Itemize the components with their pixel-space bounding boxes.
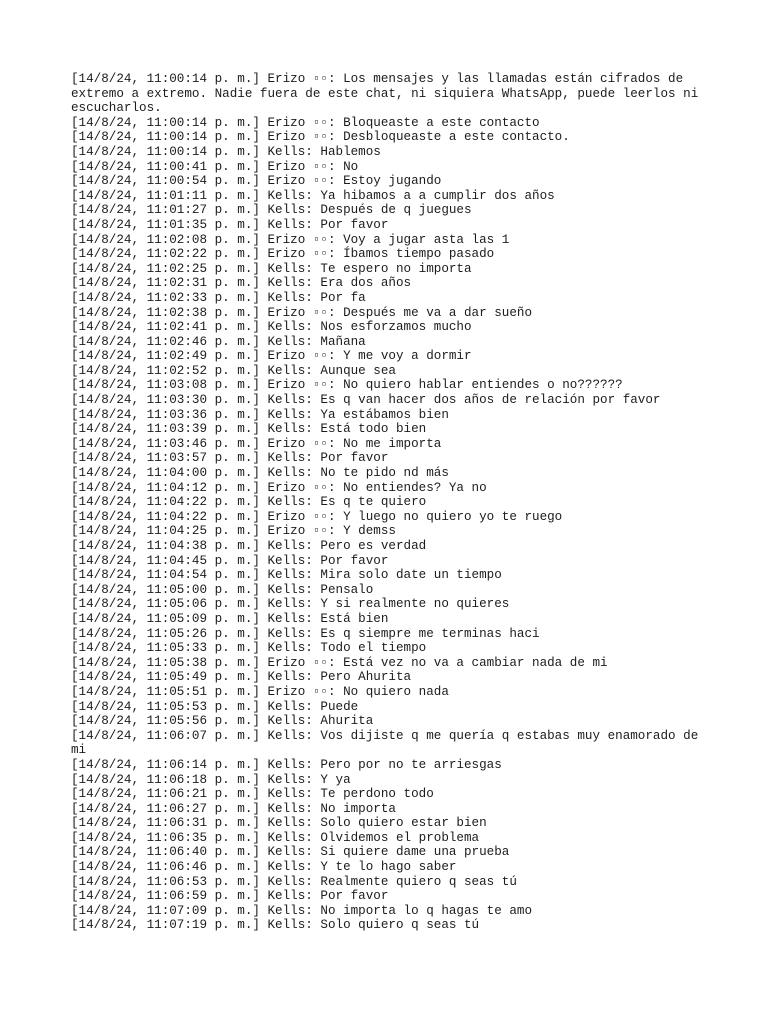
transcript-line: [14/8/24, 11:02:52 p. m.] Kells: Aunque sea bbox=[71, 363, 396, 378]
transcript-line: [14/8/24, 11:05:53 p. m.] Kells: Puede bbox=[71, 699, 359, 714]
transcript-line: [14/8/24, 11:02:08 p. m.] Erizo ▫▫: Voy a jugar asta las 1 bbox=[71, 232, 510, 247]
transcript-line: [14/8/24, 11:01:27 p. m.] Kells: Después de q juegues bbox=[71, 203, 472, 218]
transcript-line: [14/8/24, 11:00:54 p. m.] Erizo ▫▫: Estoy jugando bbox=[71, 174, 442, 189]
transcript-line: [14/8/24, 11:03:30 p. m.] Kells: Es q van hacer dos años de relación por favor bbox=[71, 393, 661, 408]
transcript-line: [14/8/24, 11:02:38 p. m.] Erizo ▫▫: Después me va a dar sueño bbox=[71, 305, 533, 320]
transcript-line: [14/8/24, 11:04:00 p. m.] Kells: No te pido nd más bbox=[71, 466, 449, 481]
transcript-line: [14/8/24, 11:07:19 p. m.] Kells: Solo quiero q seas tú bbox=[71, 918, 480, 933]
transcript-line: [14/8/24, 11:06:27 p. m.] Kells: No importa bbox=[71, 801, 396, 816]
transcript-line: [14/8/24, 11:04:12 p. m.] Erizo ▫▫: No entiendes? Ya no bbox=[71, 480, 487, 495]
transcript-line: [14/8/24, 11:07:09 p. m.] Kells: No importa lo q hagas te amo bbox=[71, 903, 533, 918]
transcript-line: [14/8/24, 11:04:45 p. m.] Kells: Por favor bbox=[71, 553, 389, 568]
transcript-line: [14/8/24, 11:02:33 p. m.] Kells: Por fa bbox=[71, 290, 366, 305]
transcript-line: [14/8/24, 11:05:00 p. m.] Kells: Pensalo bbox=[71, 582, 374, 597]
transcript-line: [14/8/24, 11:01:35 p. m.] Kells: Por favor bbox=[71, 217, 389, 232]
transcript-line: [14/8/24, 11:06:31 p. m.] Kells: Solo quiero estar bien bbox=[71, 816, 487, 831]
transcript-line: [14/8/24, 11:02:31 p. m.] Kells: Era dos años bbox=[71, 276, 412, 291]
transcript-line: [14/8/24, 11:04:25 p. m.] Erizo ▫▫: Y demss bbox=[71, 524, 396, 539]
transcript-line: [14/8/24, 11:05:26 p. m.] Kells: Es q siempre me terminas haci bbox=[71, 626, 540, 641]
transcript-line: [14/8/24, 11:05:33 p. m.] Kells: Todo el tiempo bbox=[71, 641, 427, 656]
transcript-line: [14/8/24, 11:06:35 p. m.] Kells: Olvidemos el problema bbox=[71, 830, 480, 845]
transcript-line: [14/8/24, 11:04:54 p. m.] Kells: Mira solo date un tiempo bbox=[71, 568, 502, 583]
transcript-line: [14/8/24, 11:03:57 p. m.] Kells: Por favor bbox=[71, 451, 389, 466]
transcript-line: [14/8/24, 11:00:14 p. m.] Erizo ▫▫: Desbloqueaste a este contacto. bbox=[71, 130, 570, 145]
transcript-line: [14/8/24, 11:05:06 p. m.] Kells: Y si realmente no quieres bbox=[71, 597, 510, 612]
transcript-line: [14/8/24, 11:03:46 p. m.] Erizo ▫▫: No me importa bbox=[71, 436, 442, 451]
transcript-line: [14/8/24, 11:05:38 p. m.] Erizo ▫▫: Está vez no va a cambiar nada de mi bbox=[71, 655, 608, 670]
transcript-line: [14/8/24, 11:06:07 p. m.] Kells: Vos dijiste q me quería q estabas muy enamorado de mi bbox=[71, 728, 706, 758]
transcript-line: [14/8/24, 11:00:14 p. m.] Erizo ▫▫: Bloqueaste a este contacto bbox=[71, 115, 540, 130]
transcript-line: [14/8/24, 11:02:25 p. m.] Kells: Te espero no importa bbox=[71, 261, 472, 276]
transcript-line: [14/8/24, 11:03:36 p. m.] Kells: Ya estábamos bien bbox=[71, 407, 449, 422]
transcript-line: [14/8/24, 11:06:14 p. m.] Kells: Pero por no te arriesgas bbox=[71, 757, 502, 772]
transcript-line: [14/8/24, 11:04:38 p. m.] Kells: Pero es verdad bbox=[71, 539, 427, 553]
transcript-line: [14/8/24, 11:00:14 p. m.] Erizo ▫▫: Los mensajes y las llamadas están cifrados de extremo a extremo. Nadie fuera de este chat, ni siquiera WhatsApp, puede leerlos ni escucharlos. bbox=[71, 72, 706, 116]
transcript-line: [14/8/24, 11:04:22 p. m.] Erizo ▫▫: Y luego no quiero yo te ruego bbox=[71, 509, 563, 524]
transcript-line: [14/8/24, 11:06:18 p. m.] Kells: Y ya bbox=[71, 772, 351, 787]
transcript-line: [14/8/24, 11:02:46 p. m.] Kells: Mañana bbox=[71, 334, 366, 349]
transcript-line: [14/8/24, 11:04:22 p. m.] Kells: Es q te quiero bbox=[71, 495, 427, 510]
transcript-line: [14/8/24, 11:05:56 p. m.] Kells: Ahurita bbox=[71, 714, 374, 729]
transcript-line: [14/8/24, 11:06:59 p. m.] Kells: Por favor bbox=[71, 889, 389, 904]
transcript-line: [14/8/24, 11:00:41 p. m.] Erizo ▫▫: No bbox=[71, 159, 359, 174]
transcript-line: [14/8/24, 11:03:39 p. m.] Kells: Está todo bien bbox=[71, 422, 427, 437]
transcript-line: [14/8/24, 11:02:49 p. m.] Erizo ▫▫: Y me voy a dormir bbox=[71, 349, 472, 364]
transcript-line: [14/8/24, 11:05:51 p. m.] Erizo ▫▫: No quiero nada bbox=[71, 684, 449, 699]
transcript-line: [14/8/24, 11:03:08 p. m.] Erizo ▫▫: No quiero hablar entiendes o no?????? bbox=[71, 378, 623, 393]
transcript-line: [14/8/24, 11:01:11 p. m.] Kells: Ya hibamos a a cumplir dos años bbox=[71, 188, 555, 203]
transcript-line: [14/8/24, 11:05:49 p. m.] Kells: Pero Ahurita bbox=[71, 670, 412, 685]
transcript-line: [14/8/24, 11:06:53 p. m.] Kells: Realmente quiero q seas tú bbox=[71, 874, 517, 889]
chat-transcript bbox=[71, 72, 706, 933]
transcript-line: [14/8/24, 11:02:41 p. m.] Kells: Nos esforzamos mucho bbox=[71, 320, 472, 335]
transcript-line: [14/8/24, 11:05:09 p. m.] Kells: Está bien bbox=[71, 611, 389, 626]
transcript-line: [14/8/24, 11:06:40 p. m.] Kells: Si quiere dame una prueba bbox=[71, 845, 510, 860]
transcript-line: [14/8/24, 11:00:14 p. m.] Kells: Hablemos bbox=[71, 144, 381, 159]
transcript-line: [14/8/24, 11:06:46 p. m.] Kells: Y te lo hago saber bbox=[71, 860, 457, 875]
transcript-line: [14/8/24, 11:02:22 p. m.] Erizo ▫▫: Íbamos tiempo pasado bbox=[71, 247, 495, 262]
transcript-line: [14/8/24, 11:06:21 p. m.] Kells: Te perdono todo bbox=[71, 787, 434, 802]
